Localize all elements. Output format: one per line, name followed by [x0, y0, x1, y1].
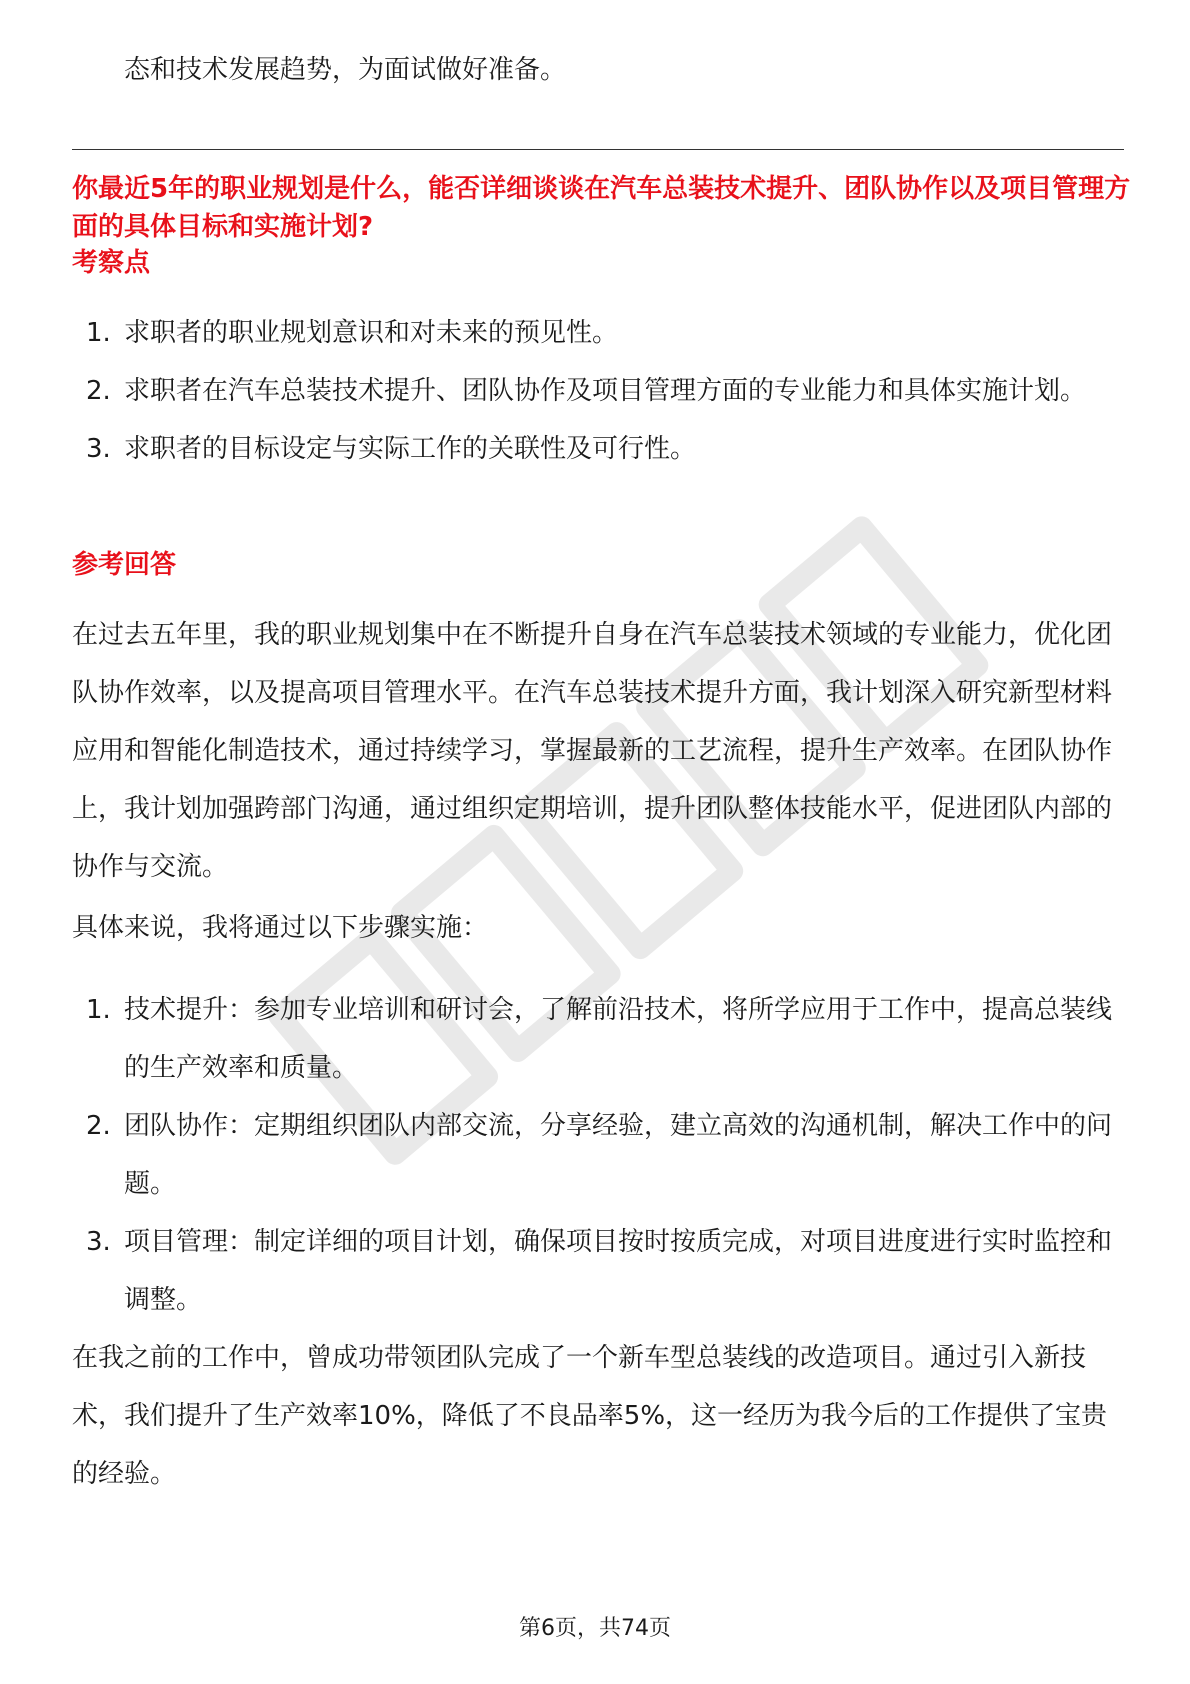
list-number: 3.: [86, 434, 111, 464]
page-footer: 第6页，共74页: [519, 1616, 671, 1641]
points-list: [72, 304, 1132, 478]
answer-heading: 参考回答: [72, 550, 177, 580]
list-number: 1.: [86, 995, 111, 1025]
closing-paragraph: 在我之前的工作中，曾成功带领团队完成了一个新车型总装线的改造项目。通过引入新技术，我们提升了生产效率10%，降低了不良品率5%，这一经历为我今后的工作提供了宝贵的经验。: [72, 1343, 1108, 1489]
list-number: 2.: [86, 1111, 111, 1141]
list-item: [72, 1213, 1132, 1329]
question-title: 你最近5年的职业规划是什么，能否详细谈谈在汽车总装技术提升、团队协作以及项目管理方面的具体目标和实施计划?: [72, 174, 1131, 242]
list-number: 3.: [86, 1227, 111, 1257]
list-item: [72, 362, 1132, 420]
steps-lead-paragraph: 具体来说，我将通过以下步骤实施：: [72, 913, 489, 943]
list-item-text: 项目管理：制定详细的项目计划，确保项目按时按质完成，对项目进度进行实时监控和调整。: [124, 1227, 1113, 1315]
points-heading: 考察点: [72, 248, 151, 278]
list-item-text: 求职者在汽车总装技术提升、团队协作及项目管理方面的专业能力和具体实施计划。: [124, 376, 1087, 406]
steps-list: [72, 981, 1132, 1329]
carry-over-text: 态和技术发展趋势，为面试做好准备。: [124, 55, 567, 85]
list-item-text: 团队协作：定期组织团队内部交流，分享经验，建立高效的沟通机制，解决工作中的问题。: [124, 1111, 1113, 1199]
list-item: [72, 1097, 1132, 1213]
list-item-text: 求职者的职业规划意识和对未来的预见性。: [124, 318, 619, 348]
list-item: [72, 304, 1132, 362]
list-number: 2.: [86, 376, 111, 406]
list-number: 1.: [86, 318, 111, 348]
section-divider: [72, 149, 1124, 150]
list-item-text: 求职者的目标设定与实际工作的关联性及可行性。: [124, 434, 697, 464]
list-item: [72, 981, 1132, 1097]
list-item-text: 技术提升：参加专业培训和研讨会，了解前沿技术，将所学应用于工作中，提高总装线的生产效率和质量。: [124, 995, 1113, 1083]
list-item: [72, 420, 1132, 478]
answer-intro-paragraph: 在过去五年里，我的职业规划集中在不断提升自身在汽车总装技术领域的专业能力，优化团队协作效率，以及提高项目管理水平。在汽车总装技术提升方面，我计划深入研究新型材料应用和智能化制造技术，通过持续学习，掌握最新的工艺流程，提升生产效率。在团队协作上，我计划加强跨部门沟通，通过组织定期培训，提升团队整体技能水平，促进团队内部的协作与交流。: [72, 620, 1113, 882]
